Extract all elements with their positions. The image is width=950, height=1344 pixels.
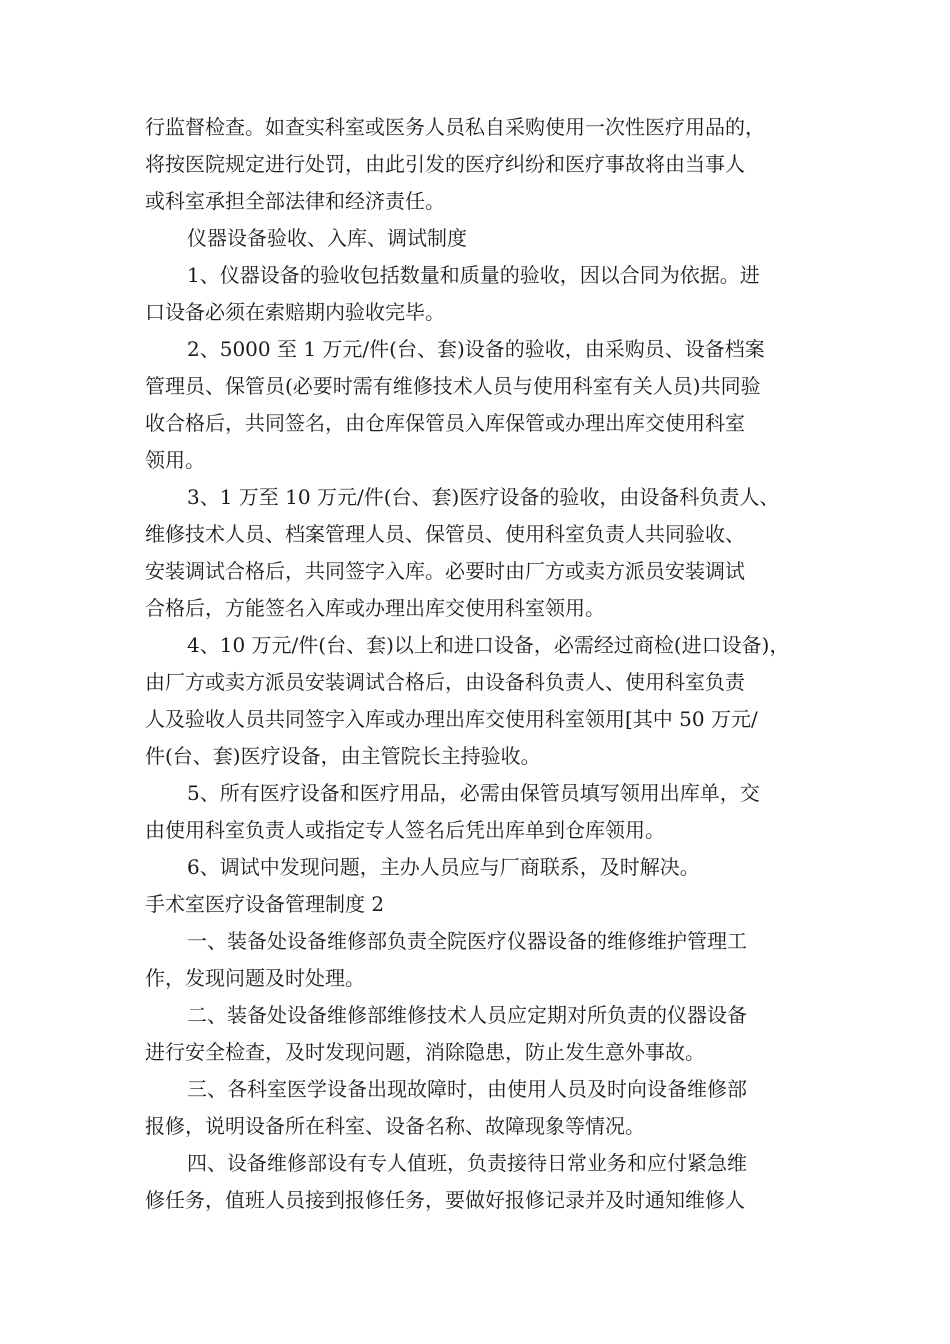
text-line: 2、5000 至 1 万元/件(台、套)设备的验收，由采购员、设备档案 <box>187 337 765 361</box>
text-line: 件(台、套)医疗设备，由主管院长主持验收。 <box>145 744 541 768</box>
text-line: 由厂方或卖方派员安装调试合格后，由设备科负责人、使用科室负责 <box>145 670 745 694</box>
text-line: 6、调试中发现问题，主办人员应与厂商联系，及时解决。 <box>187 855 700 879</box>
text-line: 修任务，值班人员接到报修任务，要做好报修记录并及时通知维修人 <box>145 1188 745 1212</box>
text-line: 作，发现问题及时处理。 <box>145 966 365 990</box>
text-line: 二、装备处设备维修部维修技术人员应定期对所负责的仪器设备 <box>187 1003 747 1027</box>
text-line: 口设备必须在索赔期内验收完毕。 <box>145 300 445 324</box>
text-line: 管理员、保管员(必要时需有维修技术人员与使用科室有关人员)共同验 <box>145 374 761 398</box>
section-title: 仪器设备验收、入库、调试制度 <box>187 226 467 250</box>
text-line: 安装调试合格后，共同签字入库。必要时由厂方或卖方派员安装调试 <box>145 559 745 583</box>
text-line: 一、装备处设备维修部负责全院医疗仪器设备的维修维护管理工 <box>187 929 747 953</box>
text-line: 或科室承担全部法律和经济责任。 <box>145 189 445 213</box>
text-line: 报修，说明设备所在科室、设备名称、故障现象等情况。 <box>145 1114 645 1138</box>
text-line: 4、10 万元/件(台、套)以上和进口设备，必需经过商检(进口设备)， <box>187 633 790 657</box>
document-heading: 手术室医疗设备管理制度 2 <box>145 892 385 916</box>
text-line: 行监督检查。如查实科室或医务人员私自采购使用一次性医疗用品的， <box>145 115 765 139</box>
text-line: 由使用科室负责人或指定专人签名后凭出库单到仓库领用。 <box>145 818 665 842</box>
text-line: 将按医院规定进行处罚，由此引发的医疗纠纷和医疗事故将由当事人 <box>145 152 745 176</box>
text-line: 合格后，方能签名入库或办理出库交使用科室领用。 <box>145 596 605 620</box>
text-line: 5、所有医疗设备和医疗用品，必需由保管员填写领用出库单，交 <box>187 781 760 805</box>
text-line: 三、各科室医学设备出现故障时，由使用人员及时向设备维修部 <box>187 1077 747 1101</box>
text-line: 3、1 万至 10 万元/件(台、套)医疗设备的验收，由设备科负责人、 <box>187 485 780 509</box>
text-line: 维修技术人员、档案管理人员、保管员、使用科室负责人共同验收、 <box>145 522 745 546</box>
text-line: 1、仪器设备的验收包括数量和质量的验收，因以合同为依据。进 <box>187 263 760 287</box>
text-line: 领用。 <box>145 448 205 472</box>
text-line: 人及验收人员共同签字入库或办理出库交使用科室领用[其中 50 万元/ <box>145 707 758 731</box>
text-line: 四、设备维修部设有专人值班，负责接待日常业务和应付紧急维 <box>187 1151 747 1175</box>
text-line: 进行安全检查，及时发现问题，消除隐患，防止发生意外事故。 <box>145 1040 705 1064</box>
text-line: 收合格后，共同签名，由仓库保管员入库保管或办理出库交使用科室 <box>145 411 745 435</box>
